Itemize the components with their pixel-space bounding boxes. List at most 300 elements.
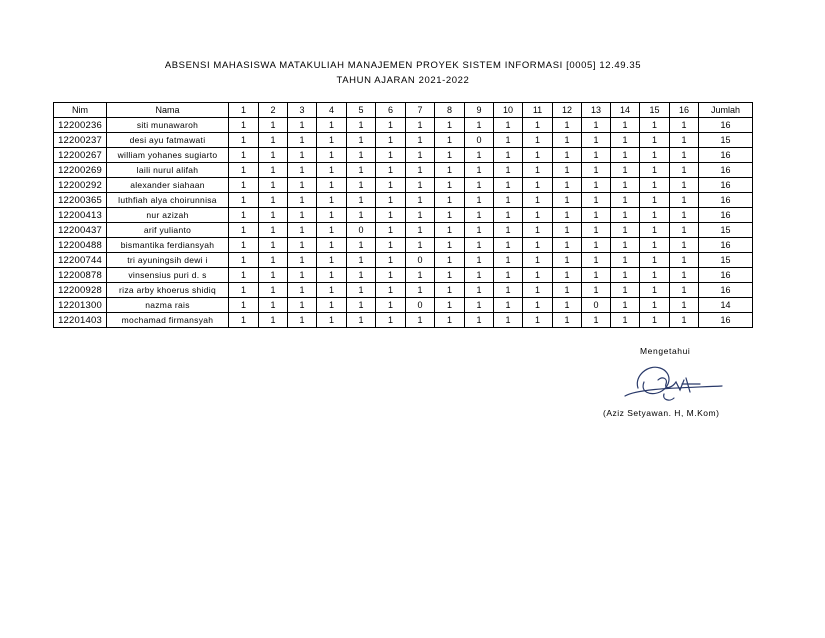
attendance-mark-cell: 1 — [670, 313, 699, 328]
attendance-mark-cell: 1 — [553, 283, 582, 298]
attendance-mark-cell: 1 — [317, 283, 347, 298]
attendance-mark-cell: 0 — [465, 133, 494, 148]
attendance-mark-cell: 1 — [611, 283, 640, 298]
attendance-mark-cell: 1 — [640, 253, 670, 268]
attendance-mark-cell: 1 — [670, 223, 699, 238]
table-row — [54, 208, 753, 223]
attendance-mark-cell: 1 — [465, 163, 494, 178]
attendance-mark-cell: 1 — [523, 118, 553, 133]
attendance-total-cell: 15 — [699, 133, 753, 148]
attendance-mark-cell: 1 — [465, 178, 494, 193]
attendance-mark-cell: 1 — [376, 148, 406, 163]
table-row — [54, 178, 753, 193]
student-name-cell: desi ayu fatmawati — [107, 133, 229, 148]
attendance-mark-cell: 1 — [582, 238, 611, 253]
attendance-mark-cell: 1 — [465, 118, 494, 133]
column-header-nama: Nama — [107, 103, 229, 118]
attendance-mark-cell: 1 — [611, 178, 640, 193]
table-row — [54, 223, 753, 238]
attendance-mark-cell: 1 — [288, 268, 317, 283]
attendance-total-cell: 16 — [699, 268, 753, 283]
column-header-session: 14 — [611, 103, 640, 118]
column-header-nim: Nim — [54, 103, 107, 118]
attendance-mark-cell: 1 — [582, 133, 611, 148]
attendance-mark-cell: 1 — [288, 208, 317, 223]
attendance-mark-cell: 1 — [611, 223, 640, 238]
attendance-mark-cell: 1 — [406, 238, 435, 253]
attendance-total-cell: 16 — [699, 238, 753, 253]
attendance-mark-cell: 1 — [494, 193, 523, 208]
attendance-mark-cell: 1 — [553, 298, 582, 313]
student-nim-cell: 12201403 — [54, 313, 107, 328]
attendance-mark-cell: 1 — [640, 208, 670, 223]
column-header-session: 13 — [582, 103, 611, 118]
attendance-mark-cell: 1 — [553, 253, 582, 268]
attendance-mark-cell: 1 — [229, 118, 259, 133]
table-header-row — [54, 103, 753, 118]
attendance-mark-cell: 1 — [376, 313, 406, 328]
student-name-cell: riza arby khoerus shidiq — [107, 283, 229, 298]
attendance-total-cell: 16 — [699, 118, 753, 133]
attendance-mark-cell: 1 — [435, 133, 465, 148]
attendance-mark-cell: 1 — [523, 148, 553, 163]
attendance-mark-cell: 1 — [523, 253, 553, 268]
attendance-mark-cell: 1 — [494, 238, 523, 253]
column-header-session: 4 — [317, 103, 347, 118]
attendance-total-cell: 16 — [699, 283, 753, 298]
attendance-mark-cell: 1 — [670, 298, 699, 313]
approval-label: Mengetahui — [640, 346, 691, 356]
attendance-mark-cell: 1 — [229, 163, 259, 178]
column-header-session: 3 — [288, 103, 317, 118]
attendance-mark-cell: 1 — [317, 163, 347, 178]
student-nim-cell: 12200292 — [54, 178, 107, 193]
attendance-mark-cell: 1 — [494, 133, 523, 148]
column-header-total: Jumlah — [699, 103, 753, 118]
column-header-session: 9 — [465, 103, 494, 118]
attendance-mark-cell: 1 — [435, 283, 465, 298]
attendance-mark-cell: 1 — [435, 208, 465, 223]
column-header-session: 15 — [640, 103, 670, 118]
attendance-mark-cell: 1 — [465, 148, 494, 163]
attendance-mark-cell: 1 — [611, 118, 640, 133]
attendance-mark-cell: 1 — [259, 208, 288, 223]
attendance-mark-cell: 1 — [347, 208, 376, 223]
table-row — [54, 283, 753, 298]
attendance-mark-cell: 1 — [523, 163, 553, 178]
attendance-mark-cell: 1 — [582, 178, 611, 193]
attendance-mark-cell: 1 — [465, 298, 494, 313]
attendance-mark-cell: 1 — [465, 253, 494, 268]
attendance-mark-cell: 0 — [347, 223, 376, 238]
attendance-mark-cell: 1 — [494, 313, 523, 328]
attendance-mark-cell: 1 — [435, 238, 465, 253]
attendance-mark-cell: 1 — [229, 283, 259, 298]
attendance-mark-cell: 1 — [553, 238, 582, 253]
attendance-mark-cell: 1 — [582, 193, 611, 208]
attendance-mark-cell: 1 — [347, 133, 376, 148]
attendance-mark-cell: 1 — [435, 223, 465, 238]
student-name-cell: nazma rais — [107, 298, 229, 313]
student-nim-cell: 12200413 — [54, 208, 107, 223]
attendance-mark-cell: 1 — [259, 298, 288, 313]
attendance-mark-cell: 1 — [347, 268, 376, 283]
attendance-mark-cell: 1 — [376, 163, 406, 178]
attendance-mark-cell: 1 — [229, 193, 259, 208]
attendance-mark-cell: 1 — [435, 268, 465, 283]
attendance-mark-cell: 1 — [288, 118, 317, 133]
attendance-total-cell: 16 — [699, 178, 753, 193]
attendance-mark-cell: 1 — [376, 283, 406, 298]
attendance-mark-cell: 1 — [406, 118, 435, 133]
attendance-mark-cell: 1 — [670, 148, 699, 163]
attendance-mark-cell: 1 — [288, 163, 317, 178]
attendance-mark-cell: 1 — [670, 118, 699, 133]
student-name-cell: william yohanes sugiarto — [107, 148, 229, 163]
attendance-mark-cell: 1 — [288, 238, 317, 253]
attendance-mark-cell: 1 — [229, 133, 259, 148]
attendance-mark-cell: 1 — [406, 163, 435, 178]
attendance-mark-cell: 0 — [406, 298, 435, 313]
attendance-mark-cell: 1 — [288, 223, 317, 238]
attendance-mark-cell: 1 — [229, 298, 259, 313]
attendance-mark-cell: 1 — [376, 253, 406, 268]
attendance-mark-cell: 1 — [611, 253, 640, 268]
attendance-mark-cell: 1 — [553, 223, 582, 238]
attendance-mark-cell: 1 — [259, 253, 288, 268]
page-subtitle: TAHUN AJARAN 2021-2022 — [336, 75, 470, 86]
table-row — [54, 298, 753, 313]
attendance-total-cell: 16 — [699, 193, 753, 208]
attendance-total-cell: 16 — [699, 208, 753, 223]
attendance-mark-cell: 1 — [611, 313, 640, 328]
attendance-mark-cell: 1 — [288, 133, 317, 148]
attendance-mark-cell: 1 — [640, 223, 670, 238]
attendance-mark-cell: 1 — [494, 298, 523, 313]
attendance-mark-cell: 1 — [611, 148, 640, 163]
attendance-mark-cell: 1 — [229, 208, 259, 223]
attendance-mark-cell: 1 — [582, 208, 611, 223]
student-nim-cell: 12200236 — [54, 118, 107, 133]
student-nim-cell: 12200928 — [54, 283, 107, 298]
attendance-mark-cell: 1 — [347, 283, 376, 298]
attendance-mark-cell: 1 — [435, 313, 465, 328]
attendance-mark-cell: 1 — [288, 283, 317, 298]
student-name-cell: arif yulianto — [107, 223, 229, 238]
column-header-session: 12 — [553, 103, 582, 118]
attendance-mark-cell: 1 — [670, 283, 699, 298]
attendance-mark-cell: 1 — [582, 118, 611, 133]
attendance-total-cell: 16 — [699, 148, 753, 163]
attendance-mark-cell: 1 — [376, 133, 406, 148]
student-name-cell: nur azizah — [107, 208, 229, 223]
attendance-mark-cell: 1 — [553, 313, 582, 328]
attendance-mark-cell: 1 — [611, 193, 640, 208]
student-nim-cell: 12200237 — [54, 133, 107, 148]
attendance-mark-cell: 0 — [406, 253, 435, 268]
student-name-cell: siti munawaroh — [107, 118, 229, 133]
attendance-mark-cell: 1 — [406, 193, 435, 208]
attendance-mark-cell: 1 — [553, 193, 582, 208]
attendance-mark-cell: 1 — [347, 253, 376, 268]
attendance-mark-cell: 1 — [670, 208, 699, 223]
student-nim-cell: 12200267 — [54, 148, 107, 163]
attendance-mark-cell: 1 — [523, 268, 553, 283]
attendance-mark-cell: 1 — [347, 193, 376, 208]
student-nim-cell: 12200744 — [54, 253, 107, 268]
column-header-session: 1 — [229, 103, 259, 118]
attendance-mark-cell: 1 — [259, 178, 288, 193]
attendance-mark-cell: 1 — [523, 133, 553, 148]
attendance-mark-cell: 1 — [465, 223, 494, 238]
attendance-mark-cell: 1 — [494, 253, 523, 268]
attendance-mark-cell: 1 — [317, 238, 347, 253]
table-row — [54, 133, 753, 148]
student-name-cell: luthfiah alya choirunnisa — [107, 193, 229, 208]
attendance-mark-cell: 1 — [523, 208, 553, 223]
attendance-mark-cell: 1 — [670, 268, 699, 283]
attendance-mark-cell: 1 — [288, 193, 317, 208]
attendance-mark-cell: 1 — [582, 313, 611, 328]
attendance-mark-cell: 1 — [611, 163, 640, 178]
attendance-mark-cell: 1 — [347, 238, 376, 253]
attendance-mark-cell: 1 — [317, 313, 347, 328]
attendance-mark-cell: 1 — [347, 118, 376, 133]
attendance-mark-cell: 1 — [259, 223, 288, 238]
column-header-session: 8 — [435, 103, 465, 118]
attendance-mark-cell: 1 — [259, 193, 288, 208]
attendance-mark-cell: 1 — [611, 238, 640, 253]
attendance-mark-cell: 1 — [465, 208, 494, 223]
attendance-mark-cell: 1 — [406, 283, 435, 298]
attendance-mark-cell: 1 — [376, 223, 406, 238]
attendance-mark-cell: 1 — [670, 178, 699, 193]
attendance-mark-cell: 1 — [640, 193, 670, 208]
attendance-mark-cell: 1 — [406, 133, 435, 148]
attendance-mark-cell: 1 — [582, 163, 611, 178]
signature-image — [600, 358, 730, 408]
column-header-session: 6 — [376, 103, 406, 118]
table-row — [54, 313, 753, 328]
attendance-mark-cell: 1 — [317, 223, 347, 238]
attendance-mark-cell: 1 — [376, 238, 406, 253]
student-nim-cell: 12200878 — [54, 268, 107, 283]
attendance-mark-cell: 1 — [317, 253, 347, 268]
student-nim-cell: 12200365 — [54, 193, 107, 208]
attendance-mark-cell: 1 — [640, 238, 670, 253]
attendance-mark-cell: 1 — [494, 283, 523, 298]
student-name-cell: bismantika ferdiansyah — [107, 238, 229, 253]
attendance-mark-cell: 1 — [376, 118, 406, 133]
attendance-mark-cell: 1 — [465, 283, 494, 298]
attendance-mark-cell: 1 — [611, 298, 640, 313]
attendance-mark-cell: 1 — [229, 313, 259, 328]
attendance-mark-cell: 1 — [553, 268, 582, 283]
attendance-mark-cell: 1 — [317, 193, 347, 208]
attendance-mark-cell: 1 — [523, 298, 553, 313]
attendance-mark-cell: 1 — [288, 313, 317, 328]
attendance-mark-cell: 1 — [435, 193, 465, 208]
attendance-mark-cell: 1 — [317, 208, 347, 223]
attendance-mark-cell: 1 — [640, 148, 670, 163]
attendance-mark-cell: 1 — [465, 193, 494, 208]
page-title: ABSENSI MAHASISWA MATAKULIAH MANAJEMEN PROYEK SISTEM INFORMASI [0005] 12.49.35 — [164, 60, 642, 71]
attendance-mark-cell: 1 — [259, 163, 288, 178]
attendance-total-cell: 15 — [699, 253, 753, 268]
attendance-mark-cell: 1 — [553, 148, 582, 163]
attendance-mark-cell: 1 — [611, 268, 640, 283]
attendance-mark-cell: 1 — [317, 268, 347, 283]
attendance-mark-cell: 1 — [523, 238, 553, 253]
attendance-mark-cell: 1 — [376, 268, 406, 283]
column-header-session: 11 — [523, 103, 553, 118]
student-nim-cell: 12200488 — [54, 238, 107, 253]
student-name-cell: tri ayuningsih dewi i — [107, 253, 229, 268]
attendance-mark-cell: 1 — [406, 148, 435, 163]
attendance-mark-cell: 1 — [406, 268, 435, 283]
attendance-mark-cell: 1 — [670, 238, 699, 253]
table-body — [54, 118, 753, 328]
column-header-session: 10 — [494, 103, 523, 118]
attendance-mark-cell: 1 — [406, 178, 435, 193]
attendance-mark-cell: 1 — [376, 193, 406, 208]
attendance-mark-cell: 1 — [582, 283, 611, 298]
student-nim-cell: 12201300 — [54, 298, 107, 313]
attendance-mark-cell: 1 — [582, 223, 611, 238]
attendance-mark-cell: 1 — [494, 148, 523, 163]
student-name-cell: alexander siahaan — [107, 178, 229, 193]
attendance-mark-cell: 1 — [553, 118, 582, 133]
column-header-session: 7 — [406, 103, 435, 118]
table-row — [54, 238, 753, 253]
attendance-mark-cell: 1 — [640, 268, 670, 283]
table-row — [54, 268, 753, 283]
attendance-mark-cell: 1 — [494, 118, 523, 133]
attendance-total-cell: 14 — [699, 298, 753, 313]
attendance-mark-cell: 1 — [435, 118, 465, 133]
attendance-mark-cell: 1 — [494, 178, 523, 193]
attendance-total-cell: 16 — [699, 313, 753, 328]
student-nim-cell: 12200269 — [54, 163, 107, 178]
attendance-mark-cell: 1 — [640, 283, 670, 298]
attendance-mark-cell: 1 — [229, 148, 259, 163]
attendance-mark-cell: 1 — [317, 178, 347, 193]
attendance-mark-cell: 1 — [523, 178, 553, 193]
attendance-mark-cell: 1 — [553, 178, 582, 193]
attendance-mark-cell: 1 — [611, 133, 640, 148]
attendance-mark-cell: 1 — [317, 133, 347, 148]
attendance-mark-cell: 1 — [435, 178, 465, 193]
attendance-mark-cell: 1 — [640, 178, 670, 193]
table-row — [54, 193, 753, 208]
table-row — [54, 148, 753, 163]
attendance-mark-cell: 1 — [435, 163, 465, 178]
attendance-mark-cell: 1 — [611, 208, 640, 223]
attendance-mark-cell: 1 — [670, 193, 699, 208]
student-name-cell: vinsensius puri d. s — [107, 268, 229, 283]
attendance-mark-cell: 1 — [523, 313, 553, 328]
attendance-mark-cell: 1 — [259, 283, 288, 298]
attendance-mark-cell: 1 — [259, 148, 288, 163]
attendance-mark-cell: 1 — [229, 178, 259, 193]
attendance-mark-cell: 1 — [317, 148, 347, 163]
attendance-mark-cell: 1 — [494, 163, 523, 178]
attendance-mark-cell: 1 — [317, 298, 347, 313]
attendance-mark-cell: 1 — [259, 118, 288, 133]
attendance-mark-cell: 1 — [494, 223, 523, 238]
attendance-mark-cell: 1 — [435, 298, 465, 313]
attendance-mark-cell: 1 — [347, 298, 376, 313]
attendance-mark-cell: 1 — [288, 253, 317, 268]
attendance-table — [53, 102, 753, 328]
attendance-mark-cell: 1 — [259, 238, 288, 253]
signatory-name: (Aziz Setyawan. H, M.Kom) — [603, 408, 720, 418]
attendance-mark-cell: 1 — [259, 133, 288, 148]
attendance-mark-cell: 1 — [494, 208, 523, 223]
attendance-total-cell: 16 — [699, 163, 753, 178]
attendance-mark-cell: 1 — [523, 283, 553, 298]
table-row — [54, 253, 753, 268]
attendance-mark-cell: 1 — [435, 253, 465, 268]
attendance-mark-cell: 1 — [670, 253, 699, 268]
attendance-mark-cell: 1 — [553, 133, 582, 148]
student-name-cell: laili nurul alifah — [107, 163, 229, 178]
student-nim-cell: 12200437 — [54, 223, 107, 238]
table-row — [54, 163, 753, 178]
attendance-mark-cell: 1 — [288, 298, 317, 313]
attendance-mark-cell: 1 — [376, 298, 406, 313]
attendance-mark-cell: 1 — [523, 193, 553, 208]
attendance-mark-cell: 1 — [553, 163, 582, 178]
attendance-mark-cell: 1 — [640, 298, 670, 313]
attendance-mark-cell: 1 — [288, 148, 317, 163]
attendance-mark-cell: 1 — [376, 208, 406, 223]
attendance-mark-cell: 1 — [229, 238, 259, 253]
attendance-mark-cell: 1 — [640, 133, 670, 148]
attendance-mark-cell: 0 — [582, 298, 611, 313]
attendance-mark-cell: 1 — [670, 133, 699, 148]
attendance-mark-cell: 1 — [229, 223, 259, 238]
attendance-mark-cell: 1 — [523, 223, 553, 238]
attendance-mark-cell: 1 — [288, 178, 317, 193]
attendance-mark-cell: 1 — [582, 268, 611, 283]
attendance-mark-cell: 1 — [406, 223, 435, 238]
column-header-session: 2 — [259, 103, 288, 118]
attendance-mark-cell: 1 — [640, 313, 670, 328]
attendance-mark-cell: 1 — [317, 118, 347, 133]
attendance-mark-cell: 1 — [553, 208, 582, 223]
attendance-mark-cell: 1 — [406, 208, 435, 223]
attendance-mark-cell: 1 — [347, 163, 376, 178]
attendance-mark-cell: 1 — [435, 148, 465, 163]
attendance-mark-cell: 1 — [465, 268, 494, 283]
attendance-mark-cell: 1 — [347, 313, 376, 328]
table-row — [54, 118, 753, 133]
student-name-cell: mochamad firmansyah — [107, 313, 229, 328]
attendance-mark-cell: 1 — [640, 163, 670, 178]
attendance-mark-cell: 1 — [465, 313, 494, 328]
attendance-mark-cell: 1 — [259, 268, 288, 283]
attendance-mark-cell: 1 — [582, 148, 611, 163]
attendance-mark-cell: 1 — [582, 253, 611, 268]
attendance-mark-cell: 1 — [259, 313, 288, 328]
attendance-total-cell: 15 — [699, 223, 753, 238]
attendance-mark-cell: 1 — [229, 268, 259, 283]
attendance-mark-cell: 1 — [640, 118, 670, 133]
attendance-mark-cell: 1 — [347, 178, 376, 193]
attendance-mark-cell: 1 — [347, 148, 376, 163]
attendance-mark-cell: 1 — [670, 163, 699, 178]
